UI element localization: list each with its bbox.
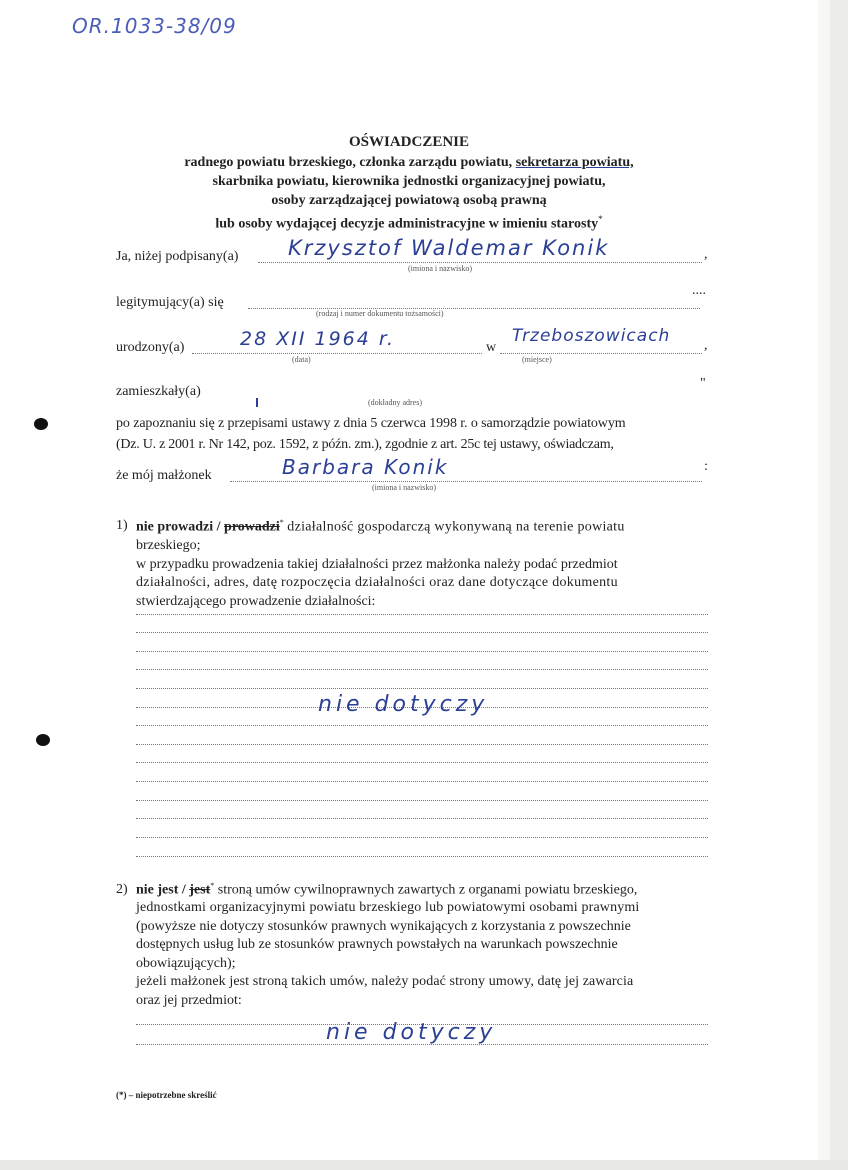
residence-caption: (dokładny adres) <box>368 398 422 407</box>
title-block <box>0 134 818 234</box>
id-label: legitymujący(a) się <box>116 295 224 310</box>
section2-line1-rest: stroną umów cywilnoprawnych zawartych z organami powiatu brzeskiego, <box>217 882 638 898</box>
section2-mark: * <box>210 881 215 890</box>
spouse-handwritten: Barbara Konik <box>282 455 449 479</box>
subtitle-underlined: sekretarza powiatu, <box>515 155 634 170</box>
spouse-colon: : <box>704 459 708 474</box>
signer-comma: , <box>704 247 708 262</box>
subtitle-line-4 <box>0 210 818 234</box>
section2-line-3: (powyższe nie dotyczy stosunków prawnych wynikających z korzystania z powszechnie <box>136 919 631 934</box>
section1-blank-line <box>136 762 708 763</box>
subtitle-line-2: skarbnika powiatu, kierownika jednostki organizacyjnej powiatu, <box>212 174 606 189</box>
section1-blank-line <box>136 688 708 689</box>
punch-hole-top <box>34 418 48 430</box>
born-date-line <box>192 353 482 354</box>
section2-selected: nie jest <box>136 882 179 898</box>
residence-quote: " <box>700 376 706 391</box>
section2-line-4: dostępnych usług lub ze stosunków prawnych powstałych na warunkach powszechnie <box>136 937 618 952</box>
signer-label: Ja, niżej podpisany(a) <box>116 249 239 264</box>
section1-blank-line <box>136 725 708 726</box>
section1-line-4: działalności, adres, datę rozpoczęcia działalności oraz dane dotyczące dokumentu <box>136 575 618 590</box>
section2-handwritten: nie dotyczy <box>326 1020 497 1045</box>
born-label: urodzony(a) <box>116 340 185 355</box>
section1-line-3: w przypadku prowadzenia takiej działalności przez małżonka należy podać przedmiot <box>136 557 618 572</box>
section2-line-7: oraz jej przedmiot: <box>136 993 242 1008</box>
document-title: OŚWIADCZENIE <box>348 134 470 150</box>
section1-line-5: stwierdzającego prowadzenie działalności: <box>136 594 376 609</box>
born-date-handwritten: 28 XII 1964 r. <box>240 328 395 350</box>
section1-line-2: brzeskiego; <box>136 538 201 553</box>
body-line-2: (Dz. U. z 2001 r. Nr 142, poz. 1592, z późn. zm.), zgodnie z art. 25c tej ustawy, oświadczam, <box>116 437 614 452</box>
section2-separator: / <box>181 882 186 898</box>
residence-pen-mark <box>256 398 258 407</box>
section1-mark: * <box>279 518 284 527</box>
section1-handwritten: nie dotyczy <box>318 692 489 717</box>
page-bottom-edge <box>0 1160 848 1170</box>
section1-selected: nie prowadzi <box>136 519 214 535</box>
born-date-caption: (data) <box>292 355 311 364</box>
punch-hole-bottom <box>36 734 50 746</box>
section1-blank-line <box>136 669 708 670</box>
born-comma: , <box>704 338 708 353</box>
section1-number: 1) <box>116 518 128 533</box>
section2-line-6: jeżeli małżonek jest stroną takich umów, należy podać strony umowy, datę jej zawarcia <box>136 974 634 989</box>
id-line-end: .... <box>692 283 706 298</box>
section2-struck: jest <box>189 882 211 898</box>
section1-first-line <box>136 518 625 536</box>
subtitle-line-4-text: lub osoby wydającej decyzje administracyjne w imieniu starosty <box>215 216 599 232</box>
section1-blank-line <box>136 818 708 819</box>
section1-blank-line <box>136 837 708 838</box>
section1-blank-line <box>136 744 708 745</box>
body-line-1: po zapoznaniu się z przepisami ustawy z dnia 5 czerwca 1998 r. o samorządzie powiatowym <box>116 416 626 431</box>
section2-line-5: obowiązujących); <box>136 956 236 971</box>
subtitle-line-1: radnego powiatu brzeskiego, członka zarządu powiatu, sekretarza powiatu, <box>184 155 634 170</box>
section1-blank-line <box>136 856 708 857</box>
section2-line-2: jednostkami organizacyjnymi powiatu brzeskiego lub powiatowymi osobami prawnymi <box>136 900 640 915</box>
section1-blank-line <box>136 781 708 782</box>
spouse-label: że mój małżonek <box>116 468 212 483</box>
section2-number: 2) <box>116 882 128 897</box>
born-place-handwritten: Trzeboszowicach <box>512 326 671 346</box>
reference-number: OR.1033-38/09 <box>72 14 237 38</box>
section1-line1-rest: działalność gospodarczą wykonywaną na terenie powiatu <box>287 519 625 535</box>
born-place-caption: (miejsce) <box>522 355 552 364</box>
born-place-line <box>500 353 702 354</box>
page-edge-shadow <box>830 0 848 1170</box>
subtitle-line-3: osoby zarządzającej powiatową osobą prawną <box>271 193 547 208</box>
residence-label: zamieszkały(a) <box>116 384 201 399</box>
id-caption: (rodzaj i numer dokumentu tożsamości) <box>316 309 444 318</box>
section2-first-line <box>136 881 637 899</box>
section1-separator: / <box>216 519 221 535</box>
footnote: (*) – niepotrzebne skreślić <box>116 1090 217 1100</box>
born-in-label: w <box>486 340 497 355</box>
signer-line <box>258 262 702 263</box>
signer-handwritten: Krzysztof Waldemar Konik <box>288 236 610 260</box>
subtitle-footnote-mark: * <box>598 214 603 224</box>
spouse-line <box>230 481 702 482</box>
section1-blank-line <box>136 651 708 652</box>
section1-struck: prowadzi <box>224 519 280 535</box>
section1-blank-line <box>136 614 708 615</box>
section1-blank-line <box>136 632 708 633</box>
spouse-caption: (imiona i nazwisko) <box>372 483 436 492</box>
signer-caption: (imiona i nazwisko) <box>408 264 472 273</box>
section1-blank-line <box>136 800 708 801</box>
